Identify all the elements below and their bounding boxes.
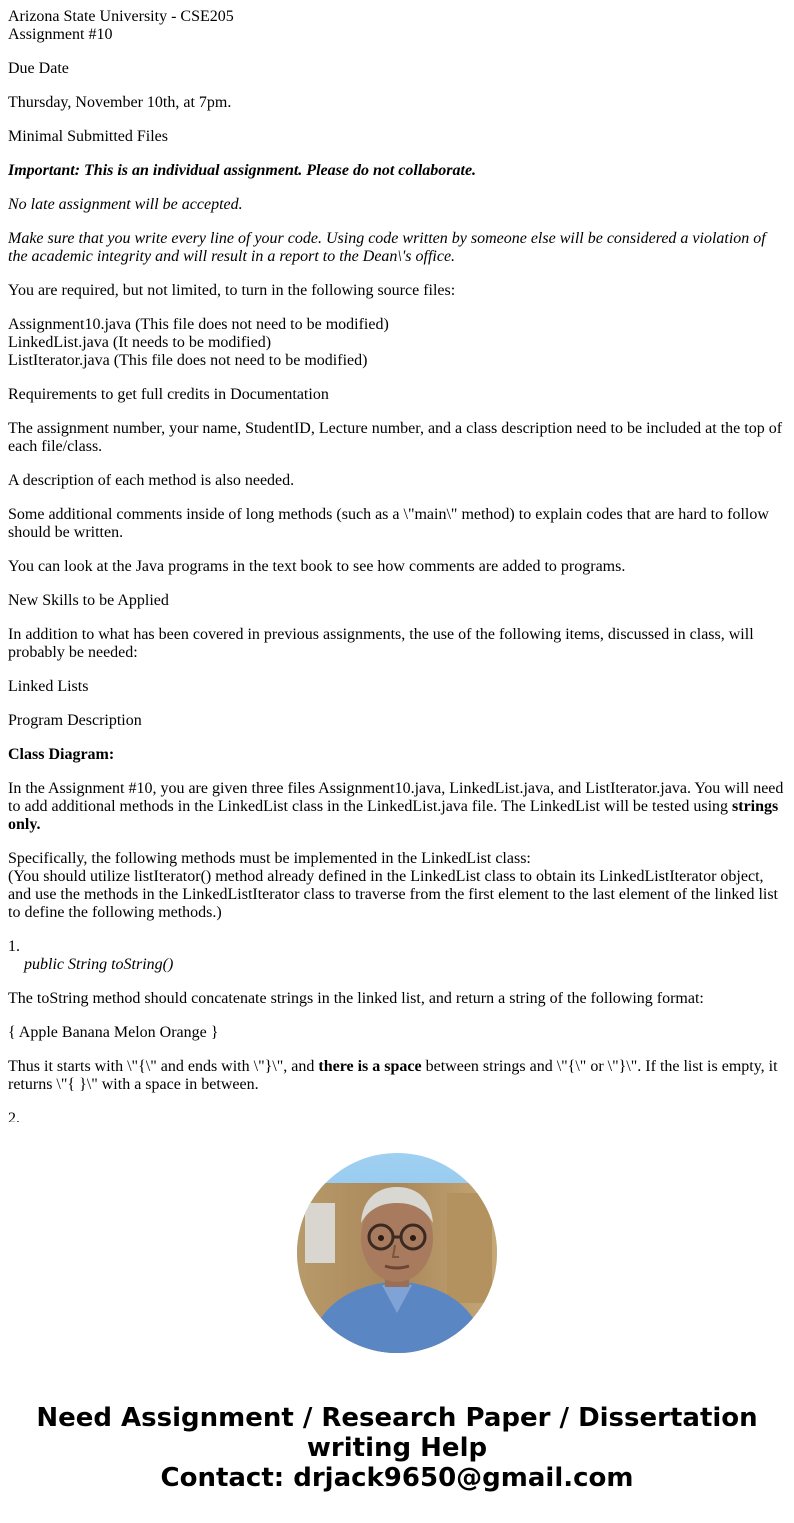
- documentation-header-requirement: The assignment number, your name, StudentID, Lecture number, and a class description need to be included at the top of each file/class.: [8, 420, 783, 455]
- method-list-continued: [8, 1110, 786, 1122]
- assignment-number: Assignment #10: [8, 26, 113, 43]
- methods-intro-line: Specifically, the following methods must be implemented in the LinkedList class:: [8, 850, 531, 867]
- banner-contact: Contact: drjack9650@gmail.com: [160, 1463, 634, 1493]
- methods-intro-note: (You should utilize listIterator() method already defined in the LinkedList class to obtain its LinkedListIterator object, and use the methods in the LinkedListIterator class to traverse from the first element to the last element of the linked list to define the following methods.): [8, 868, 778, 921]
- method-item: [8, 1110, 786, 1122]
- document-header: [8, 8, 786, 44]
- late-policy: No late assignment will be accepted.: [8, 196, 243, 213]
- method-format-note-text: Thus it starts with \"{\" and ends with \"}\", and: [8, 1058, 319, 1075]
- method-number: 1.: [8, 938, 20, 955]
- tutor-avatar: [297, 1153, 497, 1353]
- program-description-heading: Program Description: [8, 712, 142, 729]
- source-file-item: LinkedList.java (It needs to be modified): [8, 334, 272, 351]
- source-file-item: Assignment10.java (This file does not need to be modified): [8, 316, 389, 333]
- method-description: The toString method should concatenate strings in the linked list, and return a string of the following format:: [8, 990, 704, 1007]
- due-date-value: Thursday, November 10th, at 7pm.: [8, 94, 232, 111]
- banner-headline: Need Assignment / Research Paper / Dissertation: [36, 1403, 758, 1433]
- new-skills-item: Linked Lists: [8, 678, 89, 695]
- class-diagram-heading: Class Diagram:: [8, 746, 115, 763]
- contact-banner: [0, 1403, 794, 1493]
- documentation-textbook-note: You can look at the Java programs in the text book to see how comments are added to programs.: [8, 558, 626, 575]
- method-signature: public String toString(): [24, 956, 174, 973]
- due-date-heading: Due Date: [8, 60, 69, 77]
- method-number: 2.: [8, 1110, 20, 1122]
- method-format-note-tail: between strings and \"{\" or \"}\". If the list is empty, it returns \"{ }\" with a space in between.: [8, 1058, 778, 1093]
- space-emphasis: there is a space: [318, 1058, 422, 1075]
- program-description-paragraph: [8, 780, 786, 834]
- documentation-comments-requirement: Some additional comments inside of long methods (such as a \"main\" method) to explain codes that are hard to follow should be written.: [8, 506, 769, 541]
- integrity-notice: Make sure that you write every line of your code. Using code written by someone else will be considered a violation of the academic integrity and will result in a report to the Dean\'s office.: [8, 230, 766, 265]
- method-list: [8, 938, 786, 974]
- banner-subline: writing Help: [306, 1433, 488, 1463]
- assignment-document: [8, 8, 786, 1122]
- source-file-item: ListIterator.java (This file does not need to be modified): [8, 352, 368, 369]
- method-item: [8, 938, 786, 974]
- program-description-text: In the Assignment #10, you are given three files Assignment10.java, LinkedList.java, and ListIterator.java. You will need to add additional methods in the LinkedList class in the LinkedList.java file. The LinkedList will be tested using: [8, 780, 784, 815]
- source-file-list: [8, 316, 786, 370]
- method-format-note: [8, 1058, 786, 1094]
- individual-warning: Important: This is an individual assignment. Please do not collaborate.: [8, 162, 477, 179]
- documentation-heading: Requirements to get full credits in Documentation: [8, 386, 329, 403]
- university-line: Arizona State University - CSE205: [8, 8, 234, 25]
- tutor-portrait-image: [297, 1153, 497, 1353]
- required-files-intro: You are required, but not limited, to turn in the following source files:: [8, 282, 456, 299]
- submitted-files-heading: Minimal Submitted Files: [8, 128, 169, 145]
- method-example-output: { Apple Banana Melon Orange }: [8, 1024, 219, 1041]
- strings-only-emphasis: strings only.: [8, 798, 779, 833]
- new-skills-intro: In addition to what has been covered in previous assignments, the use of the following items, discussed in class, will probably be needed:: [8, 626, 754, 661]
- documentation-method-requirement: A description of each method is also needed.: [8, 472, 295, 489]
- methods-intro: [8, 850, 786, 922]
- new-skills-heading: New Skills to be Applied: [8, 592, 169, 609]
